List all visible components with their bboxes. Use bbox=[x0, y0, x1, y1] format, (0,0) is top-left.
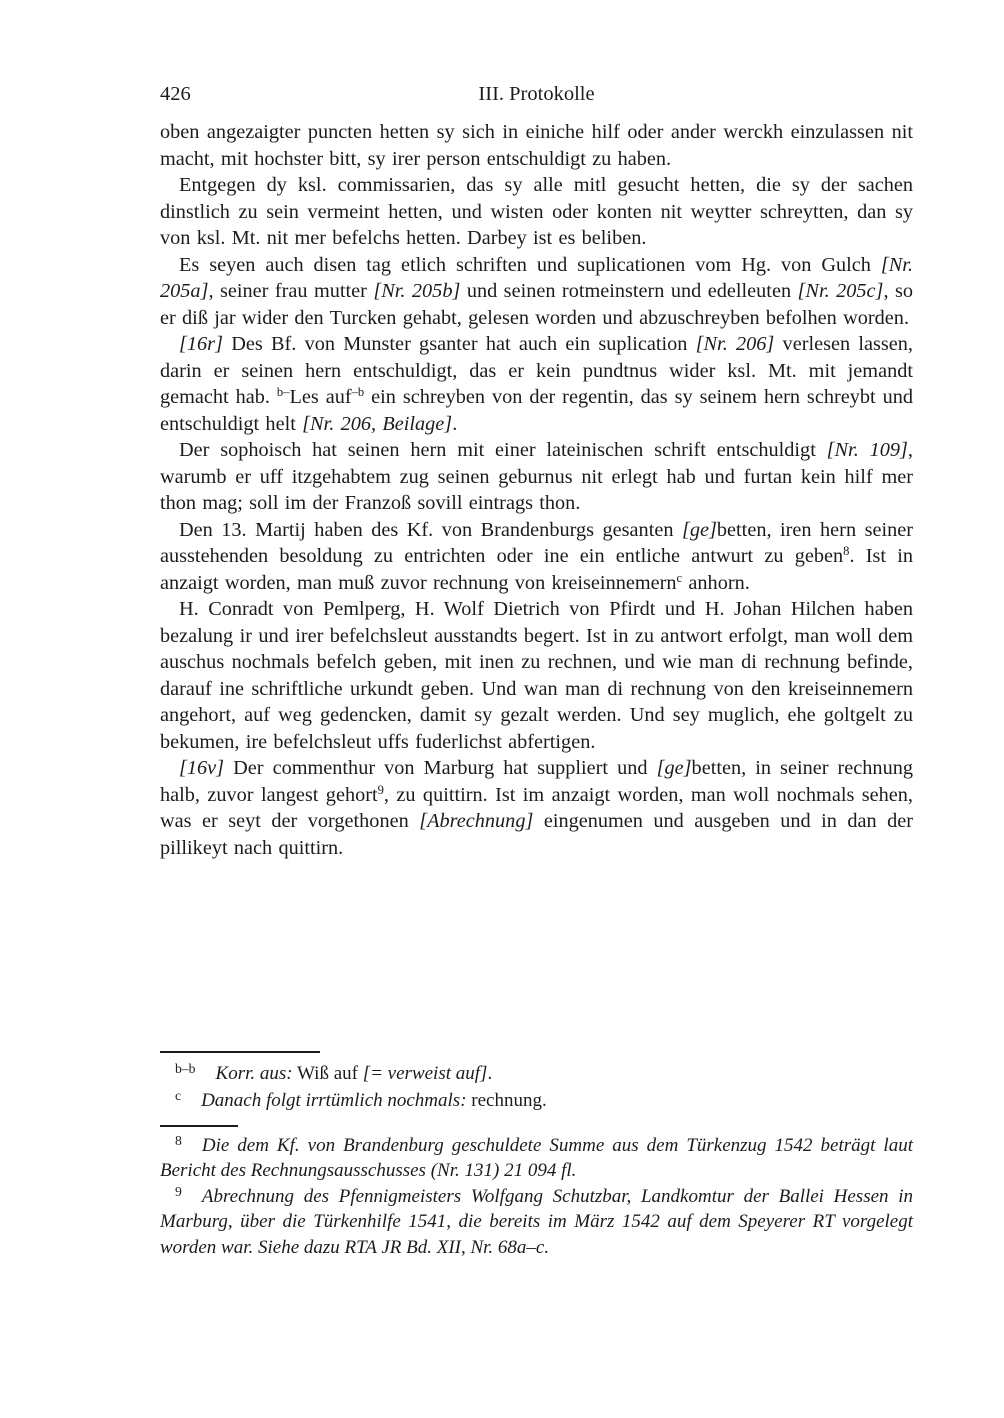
text-run: Wiß auf bbox=[292, 1063, 363, 1084]
italic-text-run: [Nr. 205b] bbox=[373, 280, 461, 302]
italic-text-run: [Nr. 205c] bbox=[797, 280, 884, 302]
text-run: rechnung. bbox=[466, 1090, 547, 1111]
text-run: anhorn. bbox=[682, 571, 750, 594]
text-run: betten, iren hern seiner ausstehenden besoldung zu entrichten oder ine ein entliche antwurt zu geben bbox=[160, 518, 913, 567]
page-number: 426 bbox=[160, 83, 191, 105]
italic-text-run: [= verweist auf] bbox=[362, 1063, 488, 1084]
italic-text-run: [16v] bbox=[179, 757, 225, 779]
footnote-marker: c bbox=[175, 1087, 182, 1103]
superscript-reference: b– bbox=[276, 385, 290, 400]
apparatus-note bbox=[160, 1087, 913, 1114]
footnote-marker: 9 bbox=[175, 1183, 182, 1199]
italic-text-run: [Nr. 205a] bbox=[160, 253, 913, 302]
italic-text-run: Die dem Kf. von Brandenburg geschuldete Summe aus dem Türkenzug 1542 beträgt laut Bericht des Rechnungsausschusses (Nr. 131) 21 094 fl. bbox=[160, 1135, 913, 1182]
italic-text-run: [16r] bbox=[179, 333, 223, 355]
body-paragraph bbox=[160, 331, 913, 437]
superscript-reference: c bbox=[676, 570, 683, 585]
running-head: III. Protokolle bbox=[478, 83, 595, 105]
text-run: , zu quittirn. Ist im anzaigt worden, man woll nochmals sehen, was er seyt der vorgethonen bbox=[160, 783, 913, 832]
text-run: oben angezaigter puncten hetten sy sich in einiche hilf oder ander werckh einzulassen nit macht, mit hochster bitt, sy irer person entschuldigt zu haben. bbox=[160, 121, 913, 170]
footnote-marker: b–b bbox=[175, 1060, 196, 1076]
superscript-reference: 9 bbox=[377, 782, 384, 797]
text-run: Entgegen dy ksl. commissarien, das sy alle mitl gesucht hetten, die sy der sachen dinstlich zu sein vermeint hetten, und wisten oder konten nit weytter schreytten, dan sy von ksl. Mt. nit mer befelchs hetten. Darbey ist es beliben. bbox=[160, 174, 913, 249]
text-run: , so er diß jar wider den Turcken gehabt, gelesen worden und abzuschreyben befolhen worden. bbox=[160, 280, 913, 329]
text-run: eingenumen und ausgeben und in dan der pillikeyt nach quittirn. bbox=[160, 810, 913, 859]
body-paragraph bbox=[160, 252, 913, 332]
body-paragraph bbox=[160, 596, 913, 755]
text-run: und seinen rotmeinstern und edelleuten bbox=[460, 280, 798, 302]
italic-text-run: Danach folgt irrtümlich nochmals: bbox=[201, 1090, 467, 1111]
text-run: . bbox=[452, 412, 458, 435]
notes-area bbox=[160, 1051, 913, 1260]
body-paragraph bbox=[160, 119, 913, 172]
apparatus-section bbox=[160, 1060, 913, 1114]
italic-text-run: [Nr. 206, Beilage] bbox=[302, 412, 453, 435]
italic-text-run: [Nr. 109] bbox=[826, 439, 908, 461]
body-paragraph bbox=[160, 517, 913, 597]
body-paragraph bbox=[160, 755, 913, 861]
footnote-section bbox=[160, 1133, 913, 1260]
text-run: Les auf bbox=[289, 386, 352, 408]
page-header bbox=[160, 82, 913, 106]
superscript-reference: –b bbox=[351, 385, 365, 400]
apparatus-note bbox=[160, 1060, 913, 1087]
italic-text-run: [ge] bbox=[681, 518, 717, 541]
superscript-reference: 8 bbox=[843, 544, 850, 559]
text-run: Der commenthur von Marburg hat suppliert und bbox=[224, 757, 657, 779]
footnote bbox=[160, 1133, 913, 1184]
italic-text-run: [ge] bbox=[656, 757, 692, 779]
footnote bbox=[160, 1184, 913, 1260]
apparatus-rule bbox=[160, 1051, 320, 1053]
text-run: verlesen lassen, darin er seinen hern entschuldigt, das er kein pundtnus wider ksl. Mt. mit jemandt gemacht hab. bbox=[160, 333, 913, 408]
italic-text-run: [Abrechnung] bbox=[419, 810, 534, 832]
text-run: H. Conradt von Pemlperg, H. Wolf Dietrich von Pfirdt und H. Johan Hilchen haben bezalung ir und irer befelchsleut ausstandts begert. Ist in zu antwort erfolgt, man woll dem auschus nochmals befelch geben, mit inen zu rechnen, und wie man di rechnung befinde, darauf ine schriftliche urkundt geben. Und wan man di rechnung von den kreiseinnemern angehort, auf weg gedencken, damit sy gezalt werden. Und sey muglich, ehe goltgelt zu bekumen, ire befelchsleut uffs fuderlichst abfertigen. bbox=[160, 598, 913, 753]
italic-text-run: Korr. aus: bbox=[215, 1063, 293, 1084]
text-run: , warumb er uff itzgehabtem zug seinen geburnus nit erlegt hab und furtan kein hilf mer thon mag; soll im der Franzoß sovill eintrags thon. bbox=[160, 439, 913, 514]
text-run: Den 13. Martij haben des Kf. von Brandenburgs gesanten bbox=[179, 518, 682, 541]
text-run: Des Bf. von Munster gsanter hat auch ein suplication bbox=[222, 333, 696, 355]
text-run: Es seyen auch disen tag etlich schriften und suplicationen vom Hg. von Gulch bbox=[179, 253, 881, 276]
body-paragraph bbox=[160, 172, 913, 252]
footnote-marker: 8 bbox=[175, 1132, 182, 1148]
text-run: . bbox=[487, 1063, 493, 1084]
text-run: , seiner frau mutter bbox=[208, 280, 374, 302]
italic-text-run: Abrechnung des Pfennigmeisters Wolfgang Schutzbar, Landkomtur der Ballei Hessen in Marburg, über die Türkenhilfe 1541, die bereits im März 1542 auf dem Speyerer RT vorgelegt worden war. Siehe dazu RTA JR Bd. XII, Nr. 68a–c. bbox=[160, 1185, 913, 1258]
text-run: . Ist in anzaigt worden, man muß zuvor rechnung von kreiseinnemern bbox=[160, 545, 913, 594]
text-run: Der sophoisch hat seinen hern mit einer lateinischen schrift entschuldigt bbox=[179, 439, 827, 461]
body-paragraph bbox=[160, 437, 913, 517]
text-run: ein schreyben von der regentin, das sy seinem hern schreybt und entschuldigt helt bbox=[160, 386, 913, 435]
body-text bbox=[160, 119, 913, 861]
text-run: betten, in seiner rechnung halb, zuvor langest gehort bbox=[160, 757, 913, 806]
footnote-rule bbox=[160, 1125, 238, 1127]
italic-text-run: [Nr. 206] bbox=[695, 333, 775, 355]
